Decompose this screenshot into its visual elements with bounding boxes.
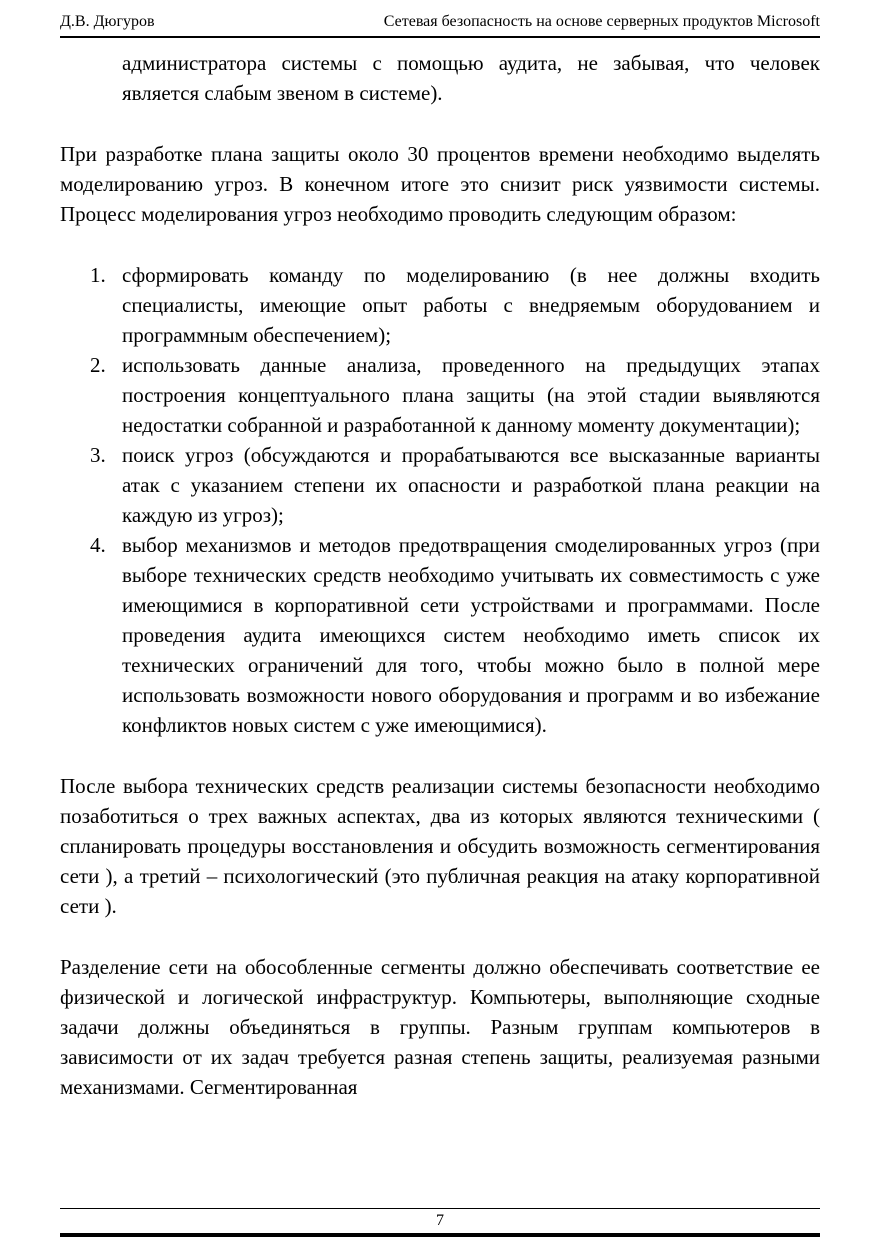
list-item-number: 3. — [90, 443, 106, 467]
paragraph-segmentation: Разделение сети на обособленные сегменты должно обеспечивать соответствие ее физической и логической инфраструктур. Компьютеры, выполняющие сходные задачи должны объединяться в группы. Разным группам компьютеров в зависимости от их задач требуется разная степень защиты, реализуемая разными механизмами. Сегментированная — [60, 955, 820, 1099]
paragraph-threat-modeling: При разработке плана защиты около 30 процентов времени необходимо выделять моделированию угроз. В конечном итоге это снизит риск уязвимости системы. Процесс моделирования угроз необходимо проводить следующим образом: — [60, 142, 820, 226]
paragraph-aspects: После выбора технических средств реализации системы безопасности необходимо позаботиться о трех важных аспектах, два из которых являются техническими ( спланировать процедуры восстановления и обсудить возможность сегментирования сети ), а третий – психологический (это публичная реакция на атаку корпоративной сети ). — [60, 774, 820, 918]
numbered-list — [90, 260, 820, 740]
list-item-number: 1. — [90, 263, 106, 287]
page-number: 7 — [436, 1212, 444, 1229]
page-content — [0, 38, 877, 1102]
list-item — [90, 260, 820, 350]
list-item-number: 4. — [90, 533, 106, 557]
list-item-number: 2. — [90, 353, 106, 377]
list-item-text: поиск угроз (обсуждаются и прорабатываются все высказанные варианты атак с указанием степени их опасности и разработкой плана реакции на каждую из угроз); — [122, 443, 820, 527]
page-header — [0, 0, 877, 36]
list-item — [90, 350, 820, 440]
header-title: Сетевая безопасность на основе серверных продуктов Microsoft — [383, 13, 820, 30]
paragraph-continuation: администратора системы с помощью аудита, не забывая, что человек является слабым звеном в системе). — [122, 51, 820, 105]
list-item — [90, 440, 820, 530]
page-footer — [60, 1208, 820, 1241]
list-item-text: сформировать команду по моделированию (в нее должны входить специалисты, имеющие опыт работы с внедряемым оборудованием и программным обеспечением); — [122, 263, 820, 347]
header-author: Д.В. Дюгуров — [60, 13, 155, 30]
footer-bottom-bar — [60, 1233, 820, 1237]
list-item-text: выбор механизмов и методов предотвращения смоделированных угроз (при выборе технических средств необходимо учитывать их совместимость с уже имеющимися в корпоративной сети устройствами и программами. После проведения аудита имеющихся систем необходимо иметь список их технических ограничений для того, чтобы можно было в полной мере использовать возможности нового оборудования и программ и во избежание конфликтов новых систем с уже имеющимися). — [122, 533, 820, 737]
list-item-text: использовать данные анализа, проведенного на предыдущих этапах построения концептуального плана защиты (на этой стадии выявляются недостатки собранной и разработанной к данному моменту документации); — [122, 353, 820, 437]
list-item — [90, 530, 820, 740]
